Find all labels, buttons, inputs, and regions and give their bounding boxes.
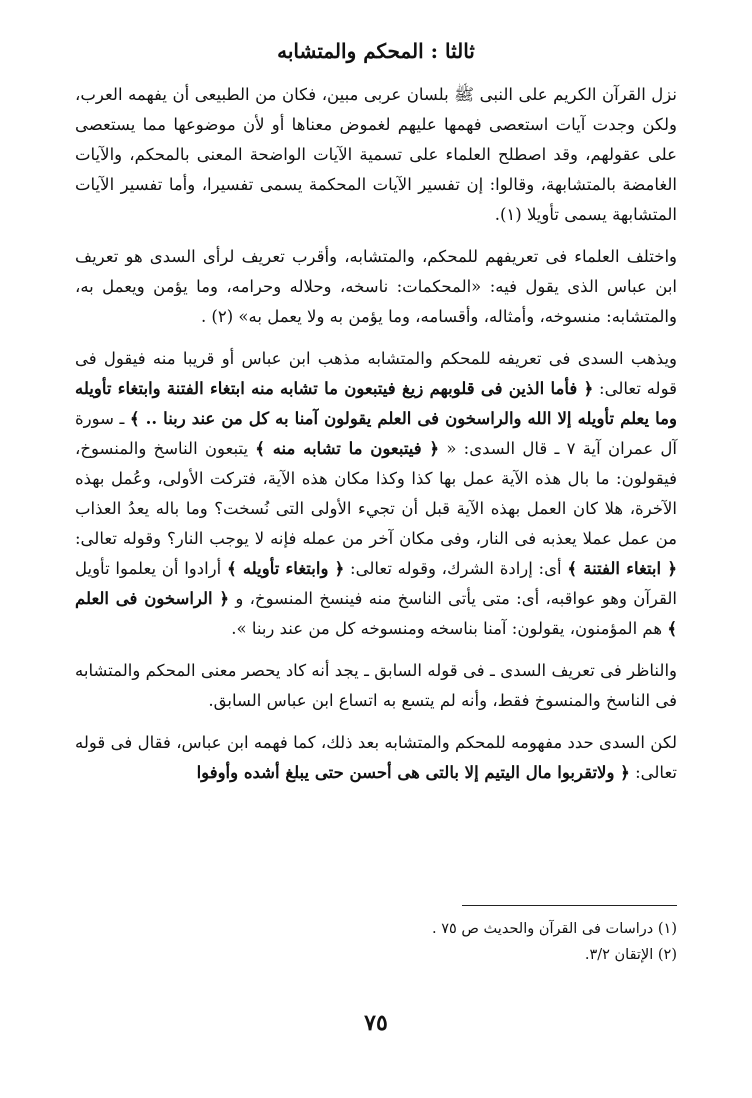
paragraph-3-text-e: أرادوا أن يعلموا تأويل القرآن وهو عواقبه، أى: متى يأتى الناسخ منه فينسخ المنسوخ، و bbox=[75, 559, 677, 608]
footnotes bbox=[75, 905, 677, 968]
quran-verse-4: ﴿ وابتغاء تأويله ﴾ bbox=[226, 559, 345, 578]
paragraph-3-text-f: هم المؤمنون، يقولون: آمنا بناسخه ومنسوخه كل من عند ربنا ». bbox=[231, 619, 668, 638]
paragraph-4: والناظر فى تعريف السدى ـ فى قوله السابق ـ يجد أنه كاد يحصر معنى المحكم والمتشابه فى الناسخ والمنسوخ فقط، وأنه لم يتسع به اتساع ابن عباس السابق. bbox=[75, 661, 677, 710]
paragraph-3-text-b: ـ سورة آل عمران آية ٧ ـ قال السدى: « bbox=[75, 409, 677, 458]
paragraph-3-text-c: يتبعون الناسخ والمنسوخ، فيقولون: ما بال هذه الآية عمل بها كذا وكذا مكان هذه الآية، فتركت الأولى، وعُمل بهذه الآخرة، هلا كان العمل بهذه الآية قبل أن تجيء الأولى التى نُسخت؟ وما باله يعدُ العذاب من عمل عملا يعذبه فى النار، وفى مكان آخر من عمله فإنه لا يوجب النار؟ وقوله تعالى: bbox=[75, 439, 677, 548]
paragraph-5-text: لكن السدى حدد مفهومه للمحكم والمتشابه بعد ذلك، كما فهمه ابن عباس، فقال فى قوله تعالى: bbox=[75, 733, 677, 782]
paragraph-3-text-d: أى: إرادة الشرك، وقوله تعالى: bbox=[344, 559, 568, 578]
section-title: ثالثا : المحكم والمتشابه bbox=[277, 39, 475, 63]
quran-verse-6: ﴿ ولاتقربوا مال اليتيم إلا بالتى هى أحسن حتى يبلغ أشده وأوفوا bbox=[196, 763, 630, 782]
footnote-2: (٢) الإتقان ٣/٢. bbox=[584, 947, 677, 963]
paragraph-3 bbox=[75, 344, 677, 644]
page-number: ٧٥ bbox=[364, 1010, 388, 1036]
quran-verse-2: ﴿ فيتبعون ما تشابه منه ﴾ bbox=[255, 439, 440, 458]
paragraph-2: واختلف العلماء فى تعريفهم للمحكم، والمتشابه، وأقرب تعريف لرأى السدى هو تعريف ابن عباس الذى يقول فيه: «المحكمات: ناسخه، وحلاله وحرامه، وما يؤمن ويعمل به، والمتشابه: منسوخه، وأمثاله، وأقسامه، وما يؤمن به ولا يعمل به» (٢) . bbox=[75, 247, 677, 326]
paragraph-1: نزل القرآن الكريم على النبى ﷺ بلسان عربى مبين، فكان من الطبيعى أن يفهمه العرب، ولكن وجدت آيات استعصى فهمها عليهم لغموض معناها أو لأن موضوعها مما يستعصى على عقولهم، وقد اصطلح العلماء على تسمية الآيات الواضحة المعنى بالمحكم، والآيات الغامضة بالمتشابهة، وقالوا: إن تفسير الآيات المحكمة يسمى تفسيرا، وأما تفسير الآيات المتشابهة يسمى تأويلا (١). bbox=[75, 85, 677, 224]
quran-verse-5: ﴿ الراسخون فى العلم ﴾ bbox=[75, 589, 677, 638]
footnote-1: (١) دراسات فى القرآن والحديث ص ٧٥ . bbox=[432, 921, 677, 937]
page-body bbox=[75, 28, 677, 800]
paragraph-3-text-a: ويذهب السدى فى تعريفه للمحكم والمتشابه مذهب ابن عباس أو قريبا منه فيقول فى قوله تعالى: bbox=[75, 349, 677, 398]
quran-verse-1: ﴿ فأما الذين فى قلوبهم زيغ فيتبعون ما تشابه منه ابتغاء الفتنة وابتغاء تأويله وما يعلم تأويله إلا الله والراسخون فى العلم يقولون آمنا به كل من عند ربنا .. ﴾ bbox=[75, 379, 677, 428]
quran-verse-3: ﴿ ابتغاء الفتنة ﴾ bbox=[567, 559, 677, 578]
footnote-divider bbox=[462, 905, 677, 906]
paragraph-5 bbox=[75, 728, 677, 788]
